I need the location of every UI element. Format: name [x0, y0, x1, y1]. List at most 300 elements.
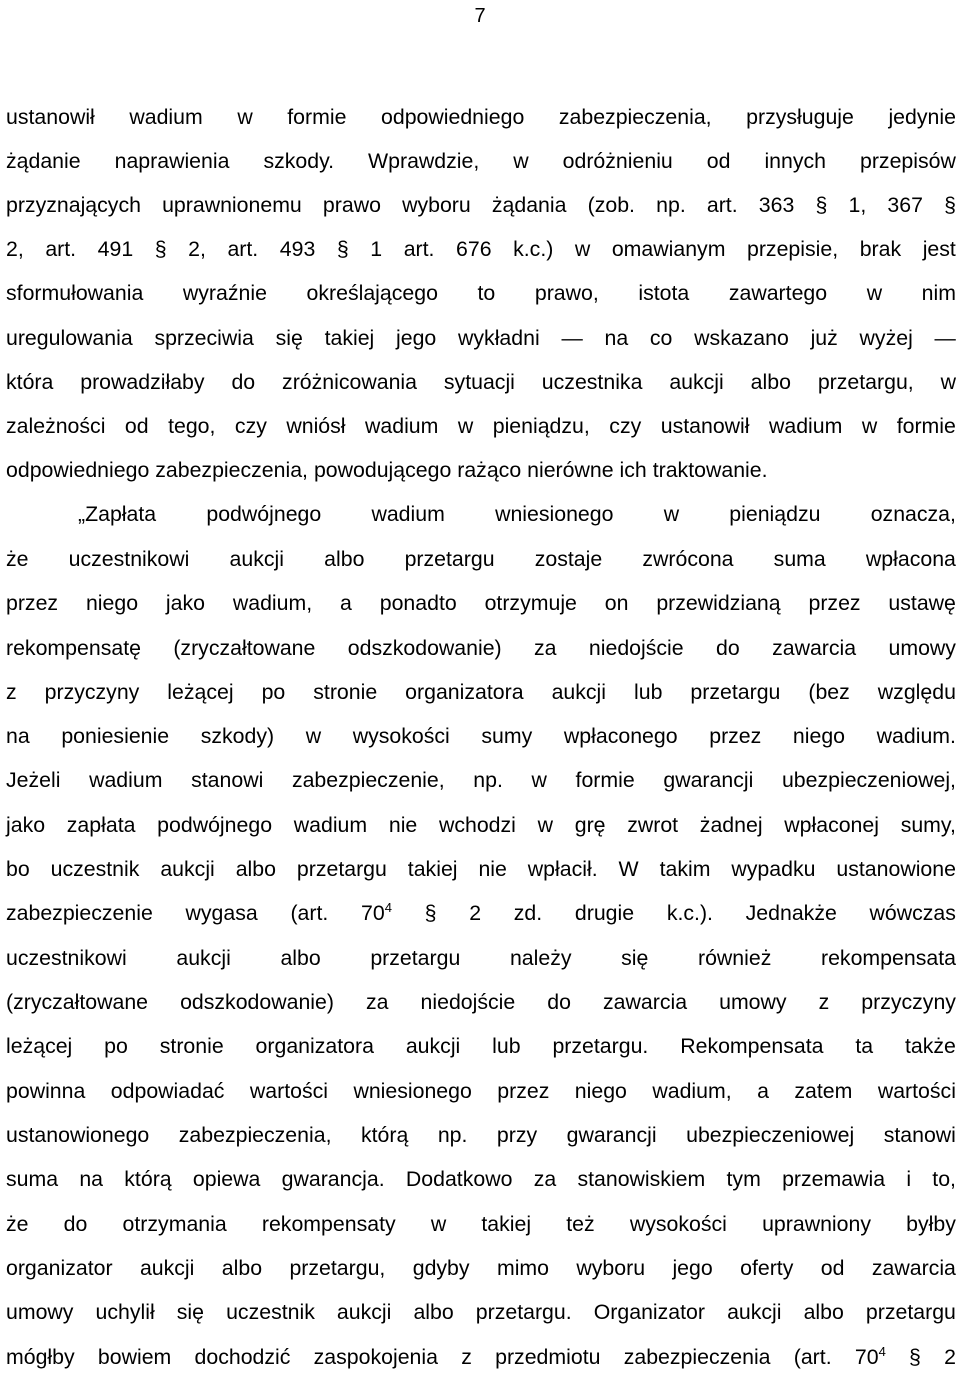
word: zatem	[794, 1079, 853, 1103]
text-line	[6, 191, 956, 219]
word: zabezpieczenia,	[178, 1123, 332, 1147]
text-line	[6, 855, 956, 883]
word: względu	[877, 680, 956, 704]
page-number: 7	[474, 5, 486, 27]
word: (zob.	[587, 193, 635, 217]
word: umowy	[719, 990, 787, 1014]
word: 1	[370, 237, 383, 261]
word: zróżnicowania	[282, 370, 417, 394]
word: wniósł	[286, 414, 346, 438]
word: którą	[360, 1123, 409, 1147]
word: mimo	[496, 1256, 550, 1280]
word: przez	[497, 1079, 550, 1103]
word: przez	[6, 591, 59, 615]
word: wysokości	[352, 724, 450, 748]
word: przyczyny	[861, 990, 956, 1014]
word: mógłby	[6, 1345, 75, 1369]
word: przysługuje	[746, 105, 854, 129]
word: zawarcia	[603, 990, 688, 1014]
word: w	[574, 237, 591, 261]
word: zabezpieczenie,	[291, 768, 445, 792]
word: wadium	[768, 414, 843, 438]
word: ustanowił	[6, 105, 95, 129]
word: którą	[124, 1167, 172, 1191]
word: wadium.	[876, 724, 956, 748]
text-line	[6, 899, 956, 927]
word: (zryczałtowane	[6, 990, 149, 1014]
word: k.c.)	[513, 237, 554, 261]
word: §	[909, 1345, 921, 1369]
word: organizatora	[255, 1034, 374, 1058]
word: np.	[473, 768, 503, 792]
word: aukcji	[336, 1300, 392, 1324]
word: albo	[413, 1300, 454, 1324]
word: albo	[221, 1256, 263, 1280]
word: wpłacona	[865, 547, 956, 571]
text-line	[6, 678, 956, 706]
word: ustawę	[888, 591, 956, 615]
word: k.c.).	[666, 901, 713, 925]
word: ustanowionego	[6, 1123, 150, 1147]
word: 367	[887, 193, 923, 217]
word: już	[810, 326, 838, 350]
word: Jeżeli	[6, 768, 61, 792]
word: że	[6, 547, 29, 571]
word: albo	[750, 370, 791, 394]
word: zaspokojenia	[313, 1345, 438, 1369]
word: zależności	[6, 414, 106, 438]
word: (art.	[290, 901, 329, 925]
word: wniesionego	[495, 502, 614, 526]
word: aukcji	[160, 857, 215, 881]
word: przetargu,	[289, 1256, 386, 1280]
word: przemawia	[782, 1167, 886, 1191]
word: wykładni	[458, 326, 540, 350]
text-line	[6, 766, 956, 794]
word: on	[604, 591, 629, 615]
word: umowy	[6, 1300, 74, 1324]
word: z	[461, 1345, 472, 1369]
word: aukcji	[176, 946, 231, 970]
text-line	[6, 988, 956, 1016]
word: przetargu.	[552, 1034, 649, 1058]
word: oznacza,	[870, 502, 956, 526]
word: prawo,	[534, 281, 599, 305]
text-line	[6, 722, 956, 750]
text-line	[6, 589, 956, 617]
word: wyżej	[859, 326, 913, 350]
word: §	[336, 237, 349, 261]
word: z	[818, 990, 830, 1014]
word: aukcji	[727, 1300, 782, 1324]
word: uczestnikowi	[68, 547, 190, 571]
word: opiewa	[192, 1167, 261, 1191]
word: stanowiskiem	[577, 1167, 706, 1191]
word: leżącej	[167, 680, 234, 704]
word: gwarancji	[663, 768, 754, 792]
word: w	[866, 281, 883, 305]
word: Jednakże	[745, 901, 837, 925]
word: odszkodowanie)	[347, 636, 502, 660]
word: 676	[456, 237, 492, 261]
word: sprzeciwia	[154, 326, 254, 350]
word: wadium	[365, 414, 439, 438]
word: drugie	[574, 901, 635, 925]
word: albo	[235, 857, 276, 881]
word: traktowanie.	[652, 458, 768, 482]
word: 363	[758, 193, 795, 217]
word: od	[706, 149, 731, 173]
word: podwójnego	[206, 502, 322, 526]
word: wadium	[293, 813, 368, 837]
word: ustanowił	[660, 414, 750, 438]
word: uprawniony	[762, 1212, 871, 1236]
word: otrzymania	[122, 1212, 227, 1236]
word: wartości	[249, 1079, 328, 1103]
word: prowadziłaby	[80, 370, 205, 394]
word: wadium,	[232, 591, 313, 615]
word: do	[231, 370, 256, 394]
word: formie	[575, 768, 635, 792]
word: uczestnika	[541, 370, 643, 394]
word: zwrot	[627, 813, 679, 837]
word: suma	[6, 1167, 59, 1191]
word: —	[934, 326, 956, 350]
word: uczestnik	[50, 857, 140, 881]
word: bo	[6, 857, 30, 881]
word: ta	[855, 1034, 874, 1058]
word: szkody.	[263, 149, 335, 173]
text-line	[6, 103, 956, 131]
word: albo	[280, 946, 321, 970]
text-line	[6, 1165, 956, 1193]
word: przetargu	[370, 946, 461, 970]
word: co	[649, 326, 673, 350]
word: (bez	[808, 680, 850, 704]
word: odszkodowanie)	[180, 990, 334, 1014]
word: tego,	[168, 414, 216, 438]
word: na	[6, 724, 30, 748]
word: wadium	[371, 502, 445, 526]
word: leżącej	[6, 1034, 73, 1058]
word: ubezpieczeniowej	[686, 1123, 855, 1147]
text-line	[6, 368, 956, 396]
word: należy	[509, 946, 572, 970]
text-line	[6, 944, 956, 972]
word: zd.	[513, 901, 543, 925]
word: ubezpieczeniowej,	[781, 768, 956, 792]
text-line	[78, 500, 956, 528]
word: od	[124, 414, 149, 438]
word: organizator	[6, 1256, 113, 1280]
word: niego	[574, 1079, 627, 1103]
word: nie	[478, 857, 507, 881]
word: wpłaconej	[784, 813, 879, 837]
text-line	[6, 235, 956, 263]
word: lub	[634, 680, 663, 704]
word: wpłacił.	[527, 857, 598, 881]
word: takim	[659, 857, 711, 881]
word: art.	[706, 193, 738, 217]
word: jest	[922, 237, 956, 261]
word: określającego	[306, 281, 438, 305]
word: sformułowania	[6, 281, 144, 305]
word: przyczyny	[44, 680, 140, 704]
word: nierówne	[527, 458, 614, 482]
word: aukcji	[669, 370, 724, 394]
word: w	[531, 768, 547, 792]
word: Rekompensata	[680, 1034, 824, 1058]
word: zabezpieczenia	[623, 1345, 771, 1369]
word: §	[424, 901, 437, 925]
word: dochodzić	[194, 1345, 291, 1369]
word: również	[697, 946, 772, 970]
word: nie	[388, 813, 418, 837]
word: rekompensaty	[261, 1212, 396, 1236]
word: przetargu	[296, 857, 387, 881]
word: gdyby	[412, 1256, 470, 1280]
word: powodującego	[313, 458, 452, 482]
word: np.	[656, 193, 686, 217]
word: wskazano	[694, 326, 789, 350]
word: powinna	[6, 1079, 86, 1103]
word: omawianym	[611, 237, 726, 261]
word: umowy	[888, 636, 956, 660]
word: za	[534, 636, 557, 660]
word: jedynie	[888, 105, 956, 129]
word: 2	[944, 1345, 956, 1369]
word: wygasa	[185, 901, 258, 925]
word: podwójnego	[157, 813, 273, 837]
word: od	[820, 1256, 845, 1280]
word: wysokości	[629, 1212, 727, 1236]
word: §	[154, 237, 167, 261]
word: wpłaconego	[563, 724, 678, 748]
word: 2,	[188, 237, 206, 261]
word: gwarancji	[566, 1123, 657, 1147]
text-line	[6, 1298, 956, 1326]
word: zawartego	[728, 281, 828, 305]
word: wyboru	[576, 1256, 646, 1280]
word: jako	[6, 813, 46, 837]
text-line	[6, 147, 956, 175]
word: tym	[726, 1167, 761, 1191]
word: $70^4$	[361, 899, 392, 925]
word: stronie	[313, 680, 378, 704]
word: przyznających	[6, 193, 141, 217]
word: przedmiotu	[495, 1345, 601, 1369]
word: zawarcia	[772, 636, 857, 660]
word: uczestnikowi	[6, 946, 127, 970]
word: przewidzianą	[656, 591, 781, 615]
word: suma	[773, 547, 826, 571]
word: do	[547, 990, 571, 1014]
word: rekompensata	[821, 946, 956, 970]
text-line	[6, 456, 956, 484]
word: zapłata	[66, 813, 136, 837]
word: 1,	[848, 193, 867, 217]
word: się	[621, 946, 649, 970]
word: oferty	[740, 1256, 794, 1280]
text-line	[6, 634, 956, 662]
word: przetargu,	[817, 370, 914, 394]
word: takiej	[407, 857, 458, 881]
word: sytuacji	[443, 370, 515, 394]
word: niedojście	[420, 990, 516, 1014]
word: uczestnik	[226, 1300, 315, 1324]
word: ponadto	[379, 591, 457, 615]
word: przetargu	[404, 547, 495, 571]
word: przepisów	[860, 149, 956, 173]
word: W	[618, 857, 639, 881]
word: naprawienia	[114, 149, 230, 173]
text-line	[6, 1210, 956, 1238]
word: się	[275, 326, 303, 350]
word: w	[663, 502, 680, 526]
word: czy	[609, 414, 642, 438]
word: nim	[921, 281, 956, 305]
word: Dodatkowo	[405, 1167, 513, 1191]
text-line	[6, 1032, 956, 1060]
word: to,	[932, 1167, 956, 1191]
word: że	[6, 1212, 29, 1236]
word: takiej	[481, 1212, 532, 1236]
word: wadium	[129, 105, 203, 129]
word: prawo	[322, 193, 381, 217]
word: art.	[227, 237, 259, 261]
word: przetargu.	[475, 1300, 572, 1324]
word: jego	[672, 1256, 713, 1280]
word: §	[815, 193, 828, 217]
word: ich	[619, 458, 647, 482]
word: §	[944, 193, 956, 217]
word: jego	[396, 326, 437, 350]
word: lub	[492, 1034, 521, 1058]
word: stanowi	[191, 768, 264, 792]
word: jako	[165, 591, 205, 615]
word: to	[477, 281, 496, 305]
word: albo	[803, 1300, 844, 1324]
word: 2,	[6, 237, 24, 261]
word: w	[940, 370, 956, 394]
word: przetargu	[865, 1300, 956, 1324]
word: grę	[574, 813, 606, 837]
word: albo	[324, 547, 365, 571]
word: bowiem	[97, 1345, 172, 1369]
word: odpowiedniego	[6, 458, 150, 482]
word: do	[63, 1212, 88, 1236]
word: niego	[85, 591, 139, 615]
word: wypadku	[731, 857, 816, 881]
word: wniesionego	[353, 1079, 472, 1103]
word: za	[533, 1167, 557, 1191]
word: 2	[469, 901, 482, 925]
word: przy	[496, 1123, 538, 1147]
word: uprawnionemu	[162, 193, 302, 217]
word: stanowi	[883, 1123, 956, 1147]
text-line	[6, 811, 956, 839]
word: art.	[45, 237, 77, 261]
word: stronie	[159, 1034, 224, 1058]
word: w	[537, 813, 554, 837]
text-line	[6, 324, 956, 352]
word: zabezpieczenia,	[558, 105, 712, 129]
word: niego	[792, 724, 846, 748]
word: wyboru	[402, 193, 471, 217]
word: sumy,	[900, 813, 956, 837]
word: czy	[234, 414, 267, 438]
text-line	[6, 279, 956, 307]
word: się	[176, 1300, 205, 1324]
word: aukcji	[405, 1034, 461, 1058]
word: żądanie	[6, 149, 81, 173]
word: odpowiedniego	[381, 105, 525, 129]
text-line	[6, 1343, 956, 1371]
text-line	[6, 1254, 956, 1282]
word: $70^4$	[854, 1343, 886, 1369]
word: odróżnieniu	[562, 149, 673, 173]
word: szkody)	[200, 724, 275, 748]
word: uchylił	[95, 1300, 155, 1324]
word: zawarcia	[871, 1256, 956, 1280]
word: a	[340, 591, 352, 615]
word: także	[904, 1034, 956, 1058]
word: przez	[808, 591, 861, 615]
word: do	[716, 636, 740, 660]
word: (art.	[793, 1345, 832, 1369]
word: zostaje	[534, 547, 603, 571]
text-line	[6, 1077, 956, 1105]
word: byłby	[906, 1212, 956, 1236]
word: otrzymuje	[484, 591, 577, 615]
word: (zryczałtowane	[173, 636, 316, 660]
word: aukcji	[229, 547, 284, 571]
text-line	[6, 412, 956, 440]
word: w	[237, 105, 253, 129]
word: wówczas	[869, 901, 956, 925]
word: zabezpieczenia,	[155, 458, 308, 482]
word: w	[430, 1212, 447, 1236]
word: gwarancja.	[281, 1167, 385, 1191]
word: organizatora	[405, 680, 524, 704]
word: na	[79, 1167, 104, 1191]
word: art.	[403, 237, 435, 261]
word: odpowiadać	[110, 1079, 225, 1103]
word: wyraźnie	[182, 281, 267, 305]
word: takiej	[324, 326, 375, 350]
word: wadium	[89, 768, 163, 792]
word: rażąco	[457, 458, 522, 482]
word: z	[6, 680, 17, 704]
word: przepisie,	[747, 237, 839, 261]
word: za	[366, 990, 389, 1014]
word: istota	[638, 281, 690, 305]
word: po	[104, 1034, 128, 1058]
word: w	[513, 149, 529, 173]
word: „Zapłata	[78, 502, 157, 526]
word: Wprawdzie,	[368, 149, 480, 173]
word: przez	[709, 724, 762, 748]
word: żądania	[491, 193, 567, 217]
word: po	[261, 680, 286, 704]
word: pieniądzu,	[492, 414, 590, 438]
word: innych	[764, 149, 827, 173]
word: też	[566, 1212, 595, 1236]
word: formie	[287, 105, 347, 129]
word: rekompensatę	[6, 636, 141, 660]
word: niedojście	[588, 636, 684, 660]
word: aukcji	[139, 1256, 195, 1280]
